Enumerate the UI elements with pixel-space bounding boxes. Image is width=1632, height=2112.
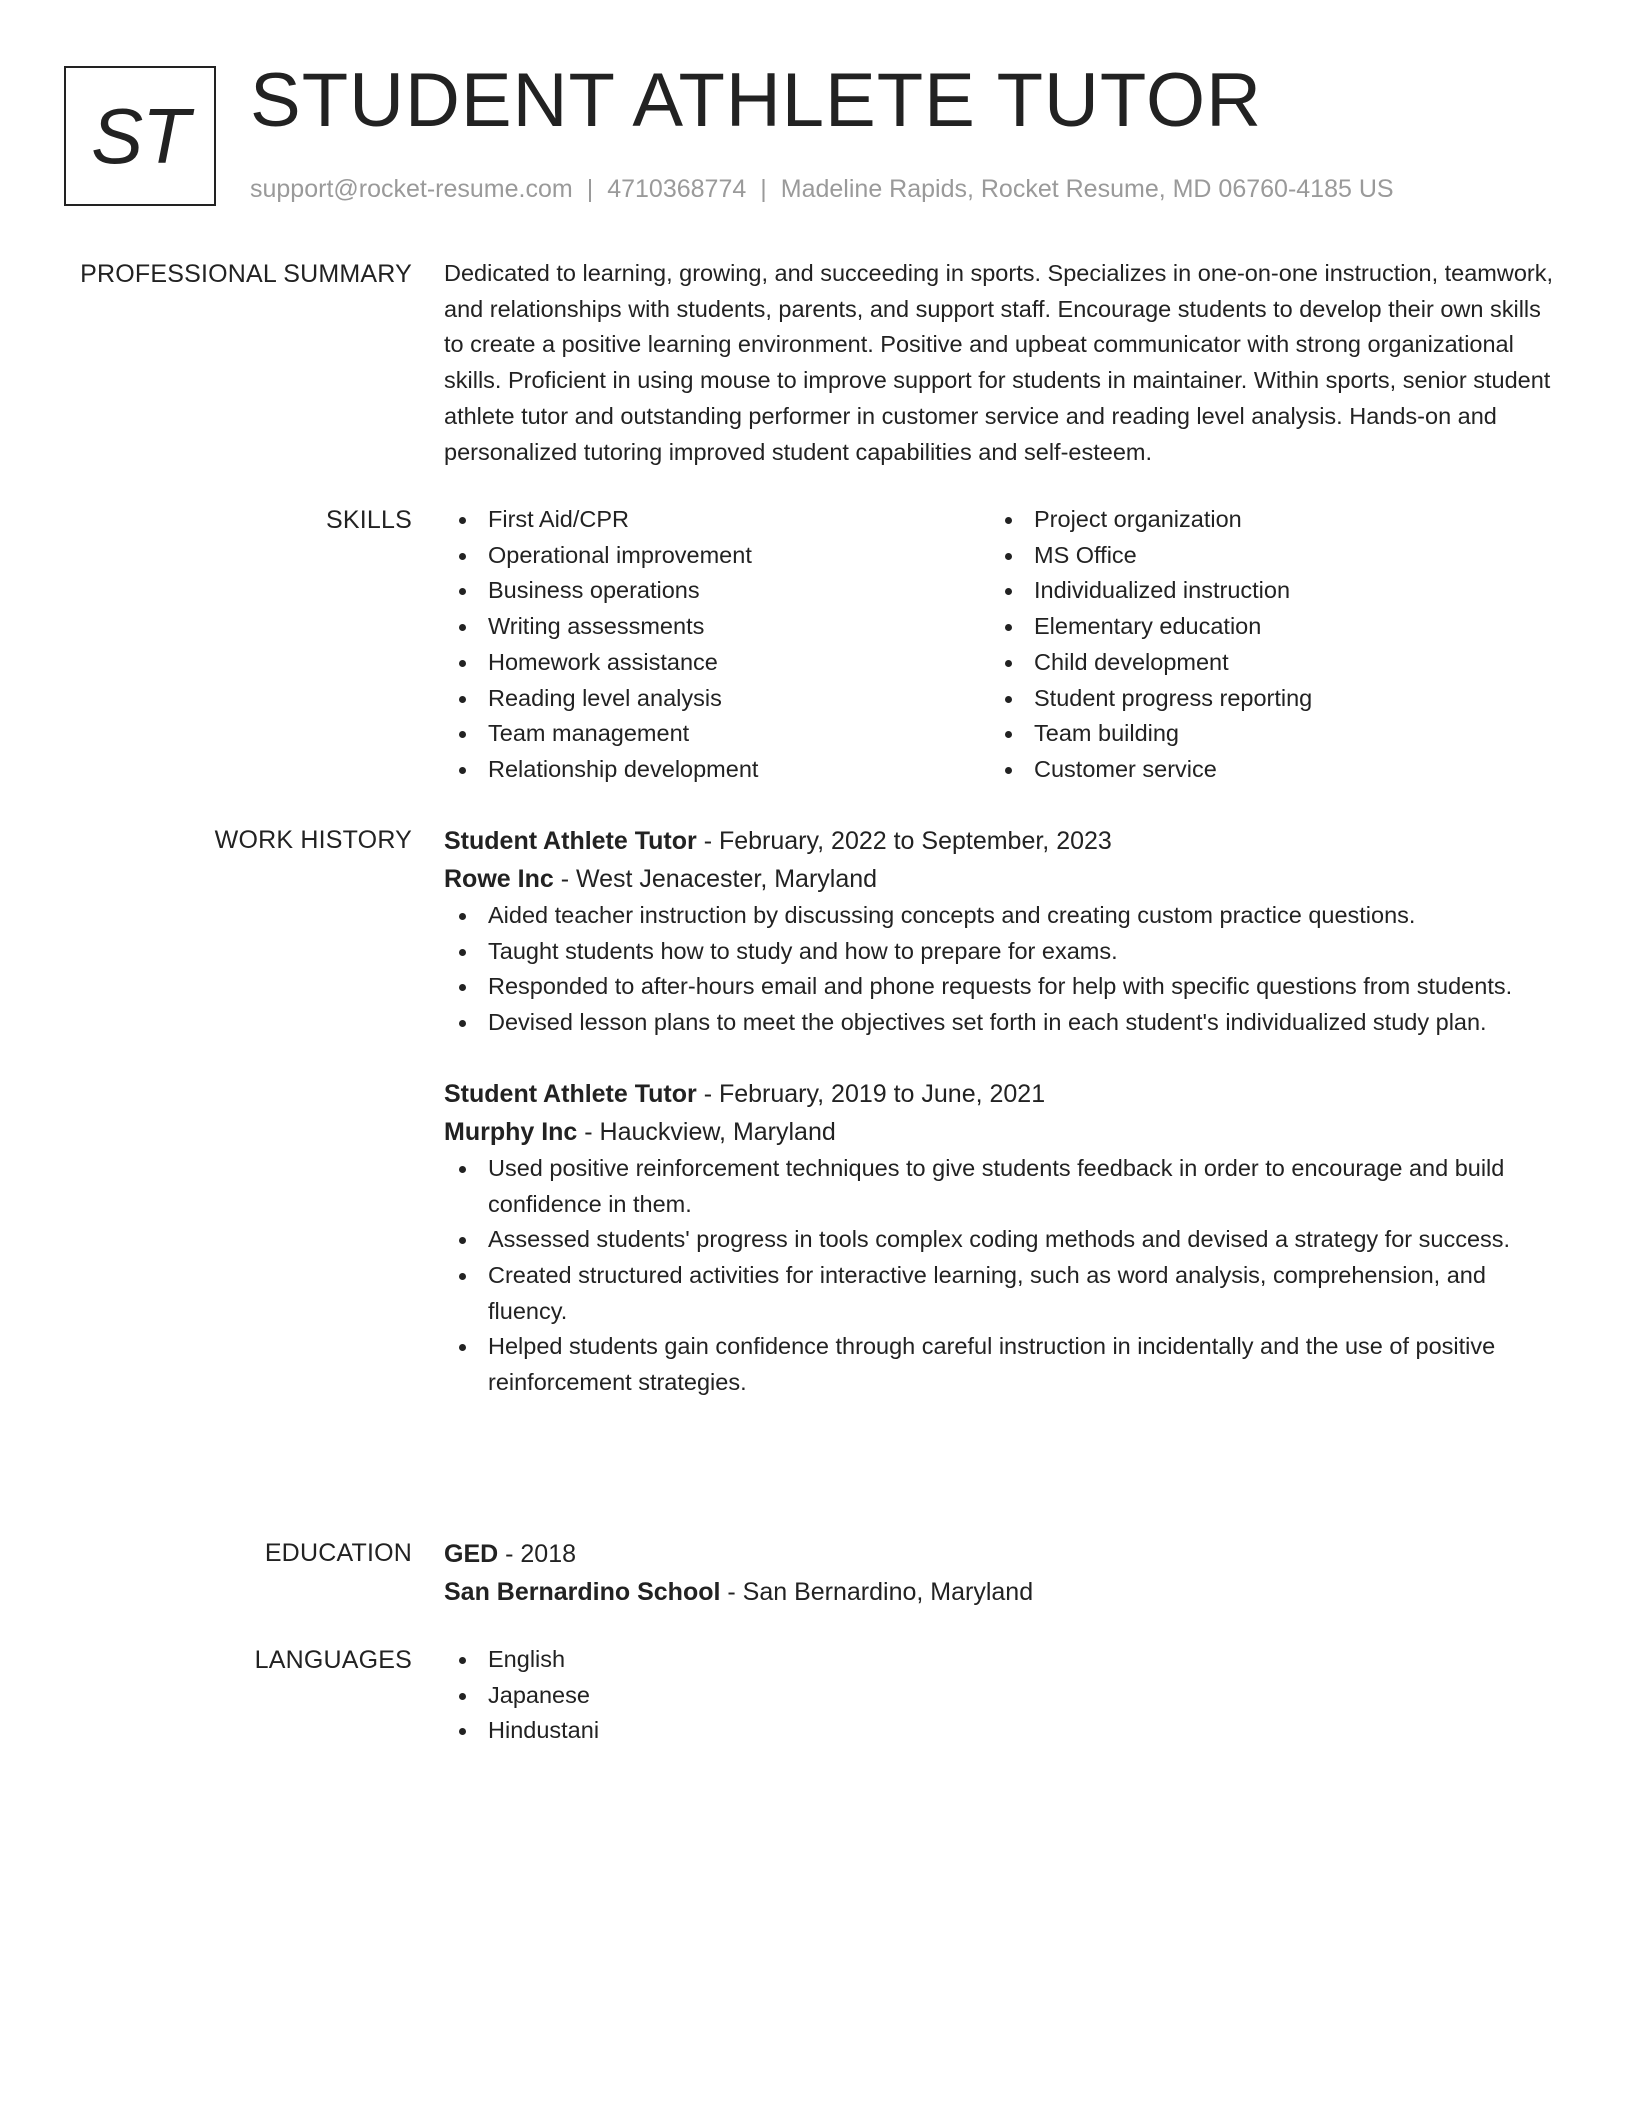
skill-item: Elementary education bbox=[990, 609, 1536, 645]
education-school: San Bernardino School bbox=[444, 1578, 721, 1606]
education-body bbox=[444, 1535, 1560, 1611]
skill-item: Customer service bbox=[990, 752, 1536, 788]
education-degree: GED bbox=[444, 1540, 499, 1568]
education-degree-line bbox=[444, 1535, 1560, 1573]
contact-email: support@rocket-resume.com bbox=[250, 175, 573, 203]
skill-item: Homework assistance bbox=[444, 645, 990, 681]
languages-list bbox=[444, 1642, 1560, 1749]
education-school-line bbox=[444, 1573, 1560, 1611]
job-duty-item: Devised lesson plans to meet the objectives set forth in each student's individualized study plan. bbox=[444, 1005, 1560, 1041]
job-title-line bbox=[444, 822, 1560, 860]
languages-body bbox=[444, 1642, 1560, 1749]
job-company-line bbox=[444, 1113, 1560, 1151]
skills-list-left bbox=[444, 502, 990, 788]
job-duty-item: Assessed students' progress in tools complex coding methods and devised a strategy for success. bbox=[444, 1222, 1560, 1258]
skills-heading: SKILLS bbox=[326, 506, 412, 534]
skill-item: Child development bbox=[990, 645, 1536, 681]
skill-item: Team management bbox=[444, 716, 990, 752]
job-duty-item: Responded to after-hours email and phone requests for help with specific questions from students. bbox=[444, 969, 1560, 1005]
work-history-heading: WORK HISTORY bbox=[214, 826, 412, 854]
skill-item: Writing assessments bbox=[444, 609, 990, 645]
language-item: Hindustani bbox=[444, 1713, 1560, 1749]
job-company-line bbox=[444, 860, 1560, 898]
skills-list-right bbox=[990, 502, 1536, 788]
summary-text: Dedicated to learning, growing, and succeeding in sports. Specializes in one-on-one instruction, teamwork, and relationships with students, parents, and support staff. Encourage students to develop their own skills to create a positive learning environment. Positive and upbeat communicator with strong organizational skills. Proficient in using mouse to improve support for students in maintainer. Within sports, senior student athlete tutor and outstanding performer in customer service and reading level analysis. Hands-on and personalized tutoring improved student capabilities and self-esteem. bbox=[444, 260, 1554, 465]
skills-columns bbox=[444, 502, 1560, 788]
contact-line bbox=[250, 172, 1394, 206]
job-title: Student Athlete Tutor bbox=[444, 827, 697, 855]
skill-item: MS Office bbox=[990, 538, 1536, 574]
languages-heading: LANGUAGES bbox=[254, 1646, 412, 1674]
job-company: Rowe Inc bbox=[444, 865, 554, 893]
monogram-box bbox=[64, 66, 216, 206]
job-dates: - February, 2022 to September, 2023 bbox=[696, 827, 1112, 855]
job-duty-item: Used positive reinforcement techniques to give students feedback in order to encourage and build confidence in them. bbox=[444, 1151, 1560, 1222]
skill-item: Project organization bbox=[990, 502, 1536, 538]
job-duty-item: Created structured activities for interactive learning, such as word analysis, comprehension, and fluency. bbox=[444, 1258, 1560, 1329]
monogram-initials: ST bbox=[91, 91, 189, 180]
skill-item: Business operations bbox=[444, 573, 990, 609]
job-title-line bbox=[444, 1075, 1560, 1113]
resume-name: STUDENT ATHLETE TUTOR bbox=[250, 58, 1262, 143]
job-location: - West Jenacester, Maryland bbox=[553, 865, 878, 893]
job-duties-list bbox=[444, 1151, 1560, 1401]
job-duty-item: Aided teacher instruction by discussing concepts and creating custom practice questions. bbox=[444, 898, 1560, 934]
skill-item: Relationship development bbox=[444, 752, 990, 788]
education-location: - San Bernardino, Maryland bbox=[720, 1578, 1034, 1606]
job-duty-item: Helped students gain confidence through careful instruction in incidentally and the use of positive reinforcement strategies. bbox=[444, 1329, 1560, 1400]
skill-item: First Aid/CPR bbox=[444, 502, 990, 538]
skill-item: Team building bbox=[990, 716, 1536, 752]
language-item: Japanese bbox=[444, 1678, 1560, 1714]
contact-separator: | bbox=[586, 175, 594, 203]
job-dates: - February, 2019 to June, 2021 bbox=[696, 1079, 1046, 1108]
summary-body bbox=[444, 256, 1560, 470]
contact-address: Madeline Rapids, Rocket Resume, MD 06760-4185 US bbox=[780, 175, 1394, 203]
work-history-body bbox=[444, 822, 1560, 1401]
job-entry bbox=[444, 822, 1560, 1041]
job-entry bbox=[444, 1075, 1560, 1401]
skill-item: Student progress reporting bbox=[990, 681, 1536, 717]
job-duty-item: Taught students how to study and how to prepare for exams. bbox=[444, 934, 1560, 970]
job-location: - Hauckview, Maryland bbox=[577, 1117, 836, 1146]
job-duties-list bbox=[444, 898, 1560, 1041]
language-item: English bbox=[444, 1642, 1560, 1678]
skill-item: Reading level analysis bbox=[444, 681, 990, 717]
job-title: Student Athlete Tutor bbox=[444, 1079, 697, 1108]
contact-separator: | bbox=[760, 175, 767, 203]
contact-phone: 4710368774 bbox=[607, 175, 747, 203]
job-company: Murphy Inc bbox=[444, 1117, 578, 1146]
summary-heading: PROFESSIONAL SUMMARY bbox=[80, 260, 412, 288]
education-year: - 2018 bbox=[498, 1540, 577, 1568]
education-heading: EDUCATION bbox=[264, 1539, 412, 1567]
skill-item: Individualized instruction bbox=[990, 573, 1536, 609]
skill-item: Operational improvement bbox=[444, 538, 990, 574]
